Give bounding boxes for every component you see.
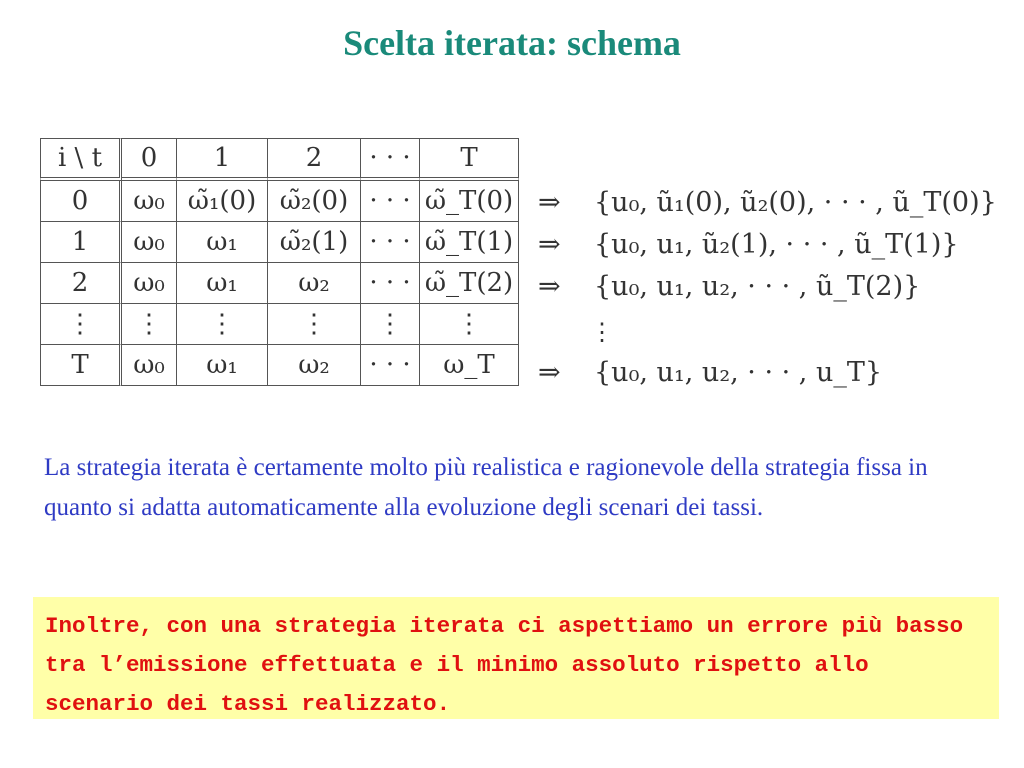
table-cell: · · ·	[361, 222, 420, 263]
table-cell: ω₀	[122, 181, 177, 222]
table-row	[40, 263, 519, 304]
table-cell: ω₀	[122, 345, 177, 386]
table-cell: ω̃_T(1)	[420, 222, 519, 263]
table-cell: ⋮	[122, 304, 177, 345]
table-header-row	[40, 138, 519, 181]
table-cell: ω̃_T(0)	[420, 181, 519, 222]
result-row	[538, 357, 882, 388]
table-cell: ⋮	[268, 304, 361, 345]
result-expression: {u₀, u₁, u₂, · · · , u_T}	[594, 357, 883, 388]
table-cell: · · ·	[361, 345, 420, 386]
table-cell: ⋮	[361, 304, 420, 345]
slide-title: Scelta iterata: schema	[343, 23, 681, 63]
table-cell: ω̃_T(2)	[420, 263, 519, 304]
implies-arrow: ⇒	[538, 187, 561, 218]
table-cell: ω₁	[177, 222, 268, 263]
table-cell: ω_T	[420, 345, 519, 386]
table-cell: 0	[40, 181, 122, 222]
header-cell: i \ t	[40, 138, 122, 181]
table-cell: ω₂	[268, 263, 361, 304]
table-cell: ω₁	[177, 345, 268, 386]
table-cell: ω̃₂(1)	[268, 222, 361, 263]
table-cell: ω₀	[122, 263, 177, 304]
result-expression: {u₀, u₁, ũ₂(1), · · · , ũ_T(1)}	[594, 229, 959, 260]
table-cell: ⋮	[420, 304, 519, 345]
highlight-note	[33, 597, 999, 719]
result-expression: {u₀, ũ₁(0), ũ₂(0), · · · , ũ_T(0)}	[594, 187, 997, 218]
result-row	[538, 187, 997, 218]
implies-arrow: ⇒	[538, 357, 561, 388]
result-expression: {u₀, u₁, u₂, · · · , ũ_T(2)}	[594, 271, 921, 302]
header-cell: T	[420, 138, 519, 181]
table-cell: ω̃₂(0)	[268, 181, 361, 222]
table-cell: ω̃₁(0)	[177, 181, 268, 222]
table-cell: ω₁	[177, 263, 268, 304]
header-cell: 2	[268, 138, 361, 181]
table-cell: T	[40, 345, 122, 386]
table-cell: 2	[40, 263, 122, 304]
table-cell: ⋮	[40, 304, 122, 345]
iteration-table	[40, 138, 519, 386]
implies-arrow: ⇒	[538, 271, 561, 302]
implies-arrow: ⇒	[538, 229, 561, 260]
table-row	[40, 304, 519, 345]
result-row	[538, 271, 920, 302]
body-paragraph: La strategia iterata è certamente molto più realistica e ragionevole della strategia fissa in quanto si adatta automaticamente alla evoluzione degli scenari dei tassi.	[44, 454, 928, 521]
table-cell: ω₂	[268, 345, 361, 386]
header-cell: · · ·	[361, 138, 420, 181]
table-row	[40, 222, 519, 263]
result-row	[538, 229, 959, 260]
table-cell: 1	[40, 222, 122, 263]
table-cell: · · ·	[361, 263, 420, 304]
table-cell: ω₀	[122, 222, 177, 263]
table-row	[40, 181, 519, 222]
header-cell: 1	[177, 138, 268, 181]
table-row	[40, 345, 519, 386]
table-cell: · · ·	[361, 181, 420, 222]
header-cell: 0	[122, 138, 177, 181]
result-ellipsis: ⋮	[590, 318, 614, 346]
note-text: Inoltre, con una strategia iterata ci aspettiamo un errore più basso tra l’emissione effettuata e il minimo assoluto rispetto allo scenario dei tassi realizzato.	[45, 613, 964, 717]
table-cell: ⋮	[177, 304, 268, 345]
